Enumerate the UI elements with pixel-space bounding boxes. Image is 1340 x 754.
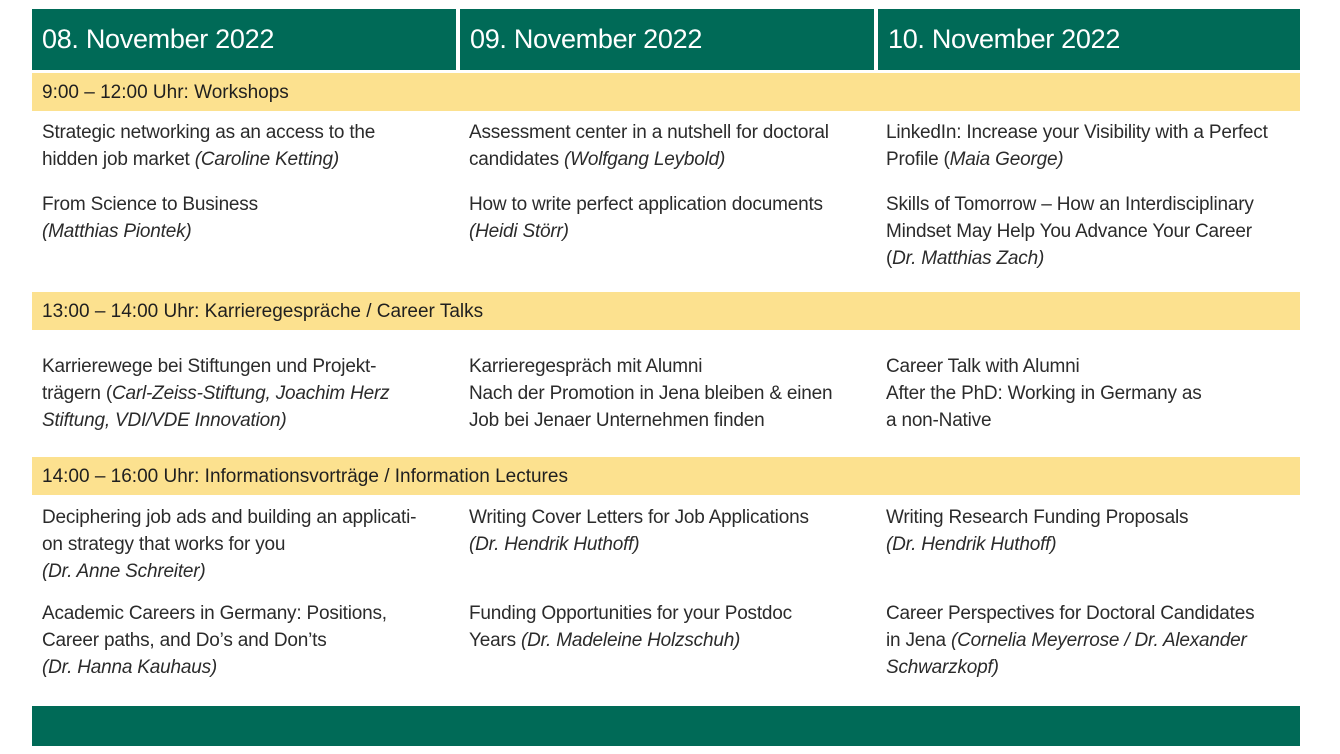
session-speaker: (Cornelia Meyerrose / Dr. Alexander Schwarzkopf) [886, 630, 1247, 678]
session-cell [42, 191, 442, 245]
session-title: Writing Research Funding Proposals [886, 507, 1189, 528]
session-speaker: (Caroline Ketting) [194, 149, 339, 170]
day-header-row [32, 9, 1300, 70]
session-cell [469, 119, 869, 173]
day-header-nov-08: 08. November 2022 [32, 9, 456, 70]
session-speaker: (Dr. Anne Schreiter) [42, 561, 206, 582]
session-title: Deciphering job ads and building an applicati- on strategy that works for you [42, 507, 417, 555]
session-cell [886, 600, 1296, 681]
session-speaker: (Dr. Hendrik Huthoff) [469, 534, 640, 555]
session-title: How to write perfect application documents [469, 194, 823, 215]
session-speaker: Dr. Matthias Zach) [892, 248, 1045, 269]
session-cell [886, 353, 1296, 434]
session-cell [42, 119, 442, 173]
section-heading-workshops: 9:00 – 12:00 Uhr: Workshops [32, 73, 1300, 111]
session-cell [886, 119, 1296, 173]
session-speaker: Maia George) [949, 149, 1064, 170]
session-title: LinkedIn: Increase your Visibility with a Perfect Profile ( [886, 122, 1268, 170]
session-cell [886, 191, 1296, 272]
session-cell [42, 600, 442, 681]
session-speaker: (Dr. Hanna Kauhaus) [42, 657, 218, 678]
session-cell [469, 191, 869, 245]
session-title: Career Perspectives for Doctoral Candidates in Jena [886, 603, 1255, 651]
session-title: Assessment center in a nutshell for doctoral candidates [469, 122, 829, 170]
session-title: Career Talk with Alumni After the PhD: Working in Germany as a non-Native [886, 356, 1202, 431]
session-title: Karrierewege bei Stiftungen und Projekt- trägern ( [42, 356, 377, 404]
day-header-nov-09: 09. November 2022 [460, 9, 874, 70]
session-cell [469, 504, 869, 558]
session-title: From Science to Business [42, 194, 258, 215]
session-title: Strategic networking as an access to the hidden job market [42, 122, 376, 170]
session-cell [469, 600, 869, 654]
session-cell [42, 353, 442, 434]
day-header-nov-10: 10. November 2022 [878, 9, 1300, 70]
section-heading-career-talks: 13:00 – 14:00 Uhr: Karrieregespräche / Career Talks [32, 292, 1300, 330]
session-title: Funding Opportunities for your Postdoc Years [469, 603, 792, 651]
session-speaker: (Dr. Hendrik Huthoff) [886, 534, 1057, 555]
session-title: Skills of Tomorrow – How an Interdisciplinary Mindset May Help You Advance Your Career ( [886, 194, 1254, 269]
session-speaker: (Matthias Piontek) [42, 221, 192, 242]
session-cell [42, 504, 442, 585]
session-speaker: Carl-Zeiss-Stiftung, Joachim Herz Stiftung, VDI/VDE Innovation) [42, 383, 390, 431]
session-title: Karrieregespräch mit Alumni Nach der Promotion in Jena bleiben & einen Job bei Jenaer Unternehmen finden [469, 356, 833, 431]
session-speaker: (Heidi Störr) [469, 221, 569, 242]
session-title: Academic Careers in Germany: Positions, Career paths, and Do’s and Don’ts [42, 603, 387, 651]
session-title: Writing Cover Letters for Job Applications [469, 507, 809, 528]
section-heading-information-lectures: 14:00 – 16:00 Uhr: Informationsvorträge / Information Lectures [32, 457, 1300, 495]
session-cell [886, 504, 1296, 558]
session-speaker: (Dr. Madeleine Holzschuh) [520, 630, 741, 651]
footer-bar [32, 706, 1300, 746]
session-cell [469, 353, 869, 434]
session-speaker: (Wolfgang Leybold) [563, 149, 726, 170]
